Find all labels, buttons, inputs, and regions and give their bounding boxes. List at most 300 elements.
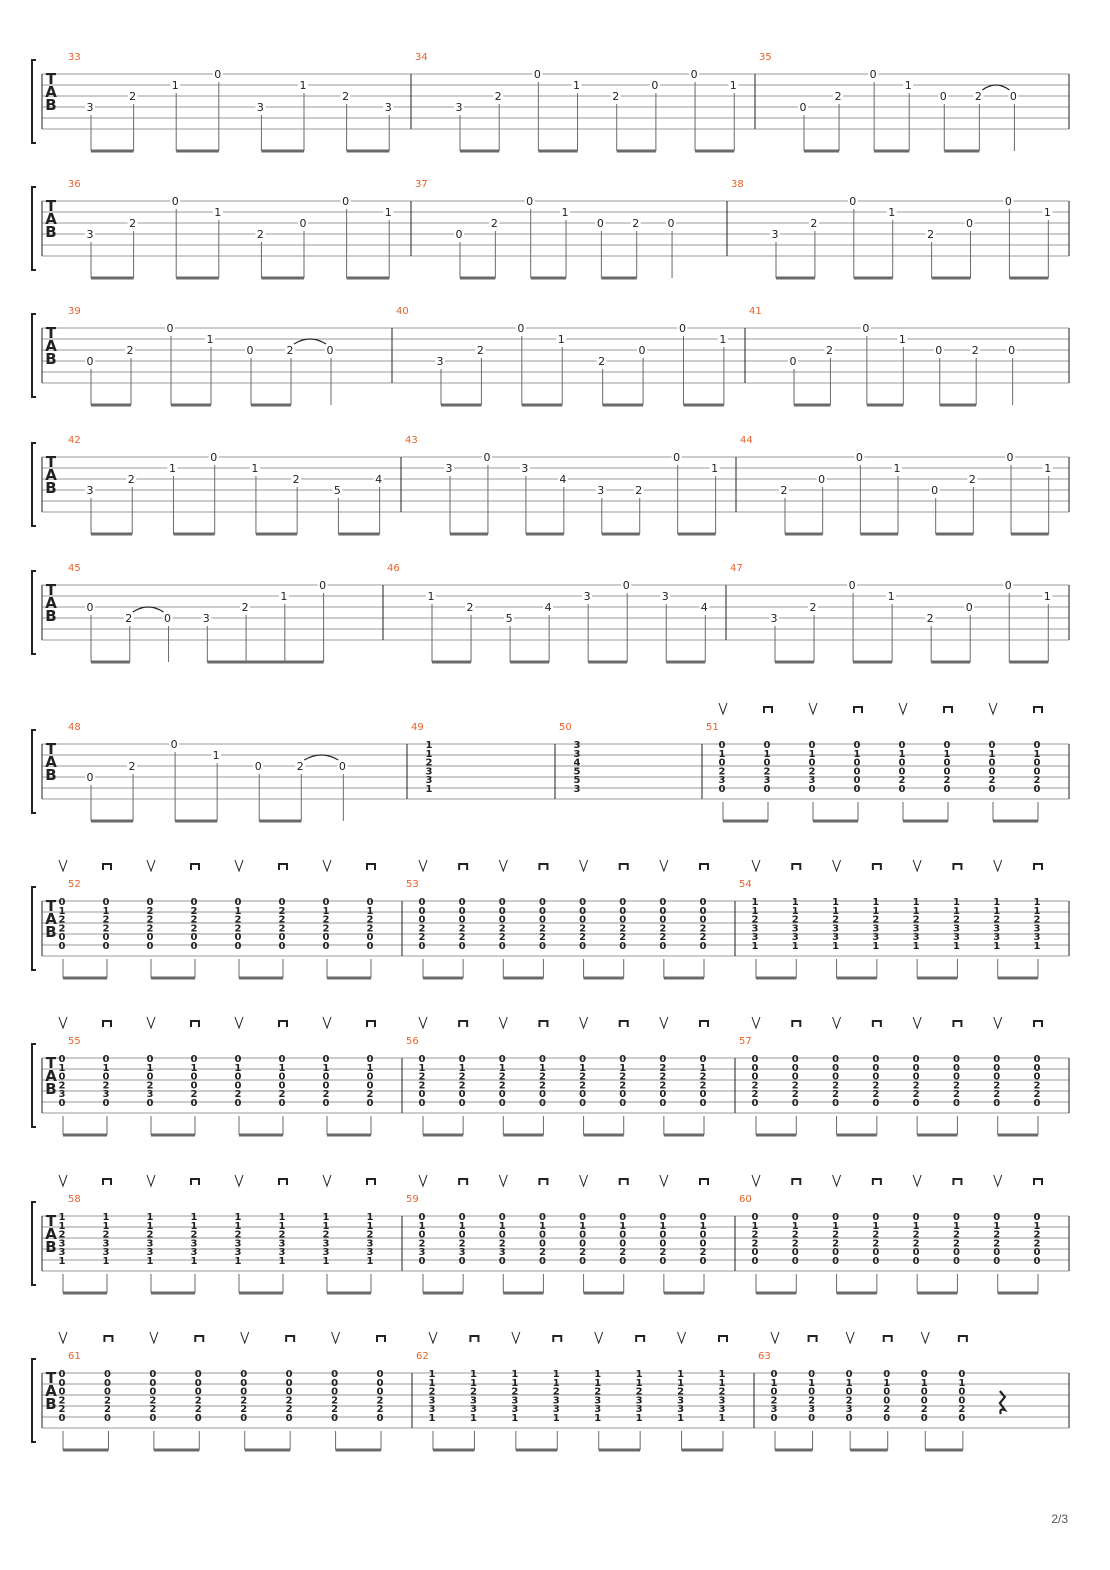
chord-fret-number: 0: [58, 1386, 66, 1398]
chord-fret-number: 0: [146, 1054, 154, 1065]
chord-fret-number: 0: [1033, 757, 1041, 769]
chord-fret-number: 2: [1033, 1089, 1041, 1101]
chord-fret-number: 2: [872, 1238, 880, 1250]
upstroke-mark: [913, 1017, 921, 1028]
chord-fret-number: 0: [699, 1238, 707, 1250]
chord-fret-number: 0: [699, 897, 707, 908]
chord-fret-number: 0: [832, 1071, 840, 1083]
fret-number: 5: [505, 612, 513, 625]
upstroke-mark: [719, 703, 727, 714]
tab-clef-letter: B: [45, 607, 57, 625]
chord-fret-number: 3: [234, 1238, 242, 1250]
chord-fret-number: 2: [458, 932, 466, 944]
chord-fret-number: 0: [538, 1229, 546, 1241]
chord-fret-number: 3: [278, 1238, 286, 1250]
chord-fret-number: 0: [458, 914, 466, 926]
chord-fret-number: 0: [278, 897, 286, 908]
chord-fret-number: 0: [538, 1238, 546, 1250]
chord-fret-number: 1: [469, 1377, 477, 1389]
chord-fret-number: 0: [751, 1247, 759, 1259]
upstroke-mark: [235, 860, 243, 871]
downstroke-mark: [959, 1336, 967, 1342]
chord-fret-number: 2: [58, 1080, 66, 1092]
downstroke-mark: [620, 1179, 628, 1185]
chord-fret-number: 0: [278, 941, 286, 952]
chord-fret-number: 1: [718, 1369, 726, 1380]
downstroke-mark: [1034, 1179, 1042, 1185]
chord-fret-number: 0: [366, 1071, 374, 1083]
chord-fret-number: 1: [898, 748, 906, 760]
chord-fret-number: 2: [498, 1080, 506, 1092]
chord-fret-number: 3: [791, 932, 799, 944]
fret-number: 3: [661, 590, 669, 603]
fret-number: 1: [893, 462, 901, 475]
chord-fret-number: 0: [619, 1256, 627, 1267]
chord-fret-number: 0: [718, 757, 726, 769]
downstroke-mark: [636, 1336, 644, 1342]
chord-fret-number: 0: [751, 1098, 759, 1109]
chord-fret-number: 0: [845, 1386, 853, 1398]
fret-number: 0: [533, 68, 541, 81]
system-bracket: [32, 887, 36, 970]
chord-fret-number: 0: [498, 941, 506, 952]
fret-number: 1: [171, 79, 179, 92]
upstroke-mark: [994, 860, 1002, 871]
chord-fret-number: 1: [58, 905, 66, 917]
chord-fret-number: 0: [993, 1247, 1001, 1259]
chord-fret-number: 1: [322, 1062, 330, 1074]
chord-fret-number: 0: [912, 1054, 920, 1065]
chord-fret-number: 0: [993, 1071, 1001, 1083]
chord-fret-number: 0: [285, 1413, 293, 1424]
chord-fret-number: 1: [322, 1256, 330, 1267]
measure-number: 47: [730, 563, 743, 574]
chord-fret-number: 3: [102, 1247, 110, 1259]
chord-fret-number: 0: [791, 1071, 799, 1083]
chord-fret-number: 0: [659, 897, 667, 908]
chord-fret-number: 0: [418, 1256, 426, 1267]
chord-fret-number: 0: [791, 1256, 799, 1267]
measure-number: 38: [731, 179, 744, 190]
system-bracket: [32, 443, 36, 526]
tab-clef-letter: B: [45, 766, 57, 784]
chord-fret-number: 0: [832, 1062, 840, 1074]
chord-fret-number: 1: [498, 1220, 506, 1232]
chord-fret-number: 0: [190, 1071, 198, 1083]
fret-number: 0: [526, 195, 534, 208]
chord-fret-number: 3: [993, 923, 1001, 935]
chord-fret-number: 1: [808, 748, 816, 760]
tab-clef-letter: A: [45, 753, 57, 771]
chord-fret-number: 0: [1033, 1256, 1041, 1267]
chord-fret-number: 1: [770, 1377, 778, 1389]
fret-number: 2: [256, 228, 264, 241]
chord-fret-number: 3: [594, 1404, 602, 1416]
chord-fret-number: 1: [872, 905, 880, 917]
chord-fret-number: 2: [376, 1404, 384, 1416]
chord-fret-number: 5: [573, 766, 581, 778]
fret-number: 0: [855, 451, 863, 464]
chord-fret-number: 3: [808, 1404, 816, 1416]
chord-fret-number: 0: [234, 932, 242, 944]
chord-fret-number: 3: [845, 1404, 853, 1416]
fret-number: 2: [241, 601, 249, 614]
chord-fret-number: 2: [376, 1395, 384, 1407]
chord-fret-number: 1: [872, 1220, 880, 1232]
chord-fret-number: 0: [418, 941, 426, 952]
chord-fret-number: 0: [619, 1098, 627, 1109]
chord-fret-number: 0: [898, 757, 906, 769]
upstroke-mark: [752, 860, 760, 871]
chord-fret-number: 2: [149, 1395, 157, 1407]
fret-number: 0: [966, 217, 974, 230]
chord-fret-number: 0: [579, 941, 587, 952]
chord-fret-number: 1: [912, 1220, 920, 1232]
chord-fret-number: 0: [579, 914, 587, 926]
chord-fret-number: 3: [993, 932, 1001, 944]
chord-fret-number: 2: [190, 923, 198, 935]
chord-fret-number: 0: [234, 897, 242, 908]
tab-clef-letter: B: [45, 923, 57, 941]
system-bracket: [32, 314, 36, 397]
downstroke-mark: [873, 1179, 881, 1185]
chord-fret-number: 1: [751, 897, 759, 908]
fret-number: 3: [202, 612, 210, 625]
upstroke-mark: [323, 1017, 331, 1028]
chord-fret-number: 0: [366, 897, 374, 908]
fret-number: 2: [129, 90, 137, 103]
tab-clef-letter: A: [45, 83, 57, 101]
chord-fret-number: 2: [278, 905, 286, 917]
upstroke-mark: [429, 1332, 437, 1343]
chord-fret-number: 2: [952, 914, 960, 926]
chord-fret-number: 2: [146, 914, 154, 926]
downstroke-mark: [792, 1179, 800, 1185]
chord-fret-number: 0: [366, 932, 374, 944]
chord-fret-number: 0: [366, 941, 374, 952]
chord-fret-number: 0: [458, 1089, 466, 1101]
chord-fret-number: 0: [659, 1212, 667, 1223]
fret-number: 0: [170, 738, 178, 751]
chord-fret-number: 0: [285, 1386, 293, 1398]
fret-number: 1: [251, 462, 259, 475]
chord-fret-number: 1: [677, 1413, 685, 1424]
downstroke-mark: [377, 1336, 385, 1342]
chord-fret-number: 1: [146, 1256, 154, 1267]
chord-fret-number: 0: [853, 740, 861, 751]
chord-fret-number: 0: [366, 1080, 374, 1092]
chord-fret-number: 0: [58, 932, 66, 944]
fret-number: 0: [483, 451, 491, 464]
chord-fret-number: 2: [579, 923, 587, 935]
chord-fret-number: 0: [58, 1413, 66, 1424]
chord-fret-number: 0: [751, 1054, 759, 1065]
measure-number: 37: [415, 179, 428, 190]
chord-fret-number: 3: [912, 923, 920, 935]
fret-number: 0: [965, 601, 973, 614]
chord-fret-number: 0: [579, 1238, 587, 1250]
chord-fret-number: 2: [699, 1080, 707, 1092]
chord-fret-number: 0: [146, 1098, 154, 1109]
chord-fret-number: 3: [552, 1404, 560, 1416]
chord-fret-number: 2: [240, 1404, 248, 1416]
fret-number: 0: [164, 612, 172, 625]
upstroke-mark: [150, 1332, 158, 1343]
upstroke-mark: [833, 860, 841, 871]
tab-clef-letter: B: [45, 479, 57, 497]
fret-number: 2: [780, 484, 788, 497]
chord-fret-number: 1: [594, 1377, 602, 1389]
fret-number: 0: [789, 355, 797, 368]
chord-fret-number: 1: [579, 1220, 587, 1232]
upstroke-mark: [913, 860, 921, 871]
chord-fret-number: 2: [278, 923, 286, 935]
chord-fret-number: 2: [912, 914, 920, 926]
fret-number: 3: [583, 590, 591, 603]
chord-fret-number: 2: [988, 775, 996, 787]
chord-fret-number: 1: [366, 1212, 374, 1223]
chord-fret-number: 2: [619, 1247, 627, 1259]
fret-number: 3: [455, 101, 463, 114]
chord-fret-number: 2: [763, 766, 771, 778]
chord-fret-number: 0: [920, 1413, 928, 1424]
fret-number: 0: [1004, 195, 1012, 208]
chord-fret-number: 1: [322, 1212, 330, 1223]
chord-fret-number: 0: [146, 897, 154, 908]
chord-fret-number: 0: [58, 1054, 66, 1065]
chord-fret-number: 0: [699, 914, 707, 926]
chord-fret-number: 2: [808, 766, 816, 778]
upstroke-mark: [580, 860, 588, 871]
upstroke-mark: [833, 1017, 841, 1028]
chord-fret-number: 1: [366, 1220, 374, 1232]
measure-number: 44: [740, 435, 753, 446]
chord-fret-number: 0: [240, 1377, 248, 1389]
chord-fret-number: 1: [912, 905, 920, 917]
chord-fret-number: 3: [770, 1404, 778, 1416]
chord-fret-number: 0: [952, 1256, 960, 1267]
tab-clef-letter: A: [45, 210, 57, 228]
chord-fret-number: 2: [1033, 914, 1041, 926]
chord-fret-number: 0: [376, 1386, 384, 1398]
chord-fret-number: 0: [872, 1054, 880, 1065]
measure-number: 53: [406, 879, 419, 890]
chord-fret-number: 1: [278, 1220, 286, 1232]
downstroke-mark: [953, 864, 961, 870]
chord-fret-number: 1: [751, 941, 759, 952]
chord-fret-number: 0: [659, 905, 667, 917]
chord-fret-number: 0: [376, 1369, 384, 1380]
chord-fret-number: 2: [832, 1080, 840, 1092]
chord-fret-number: 1: [458, 1062, 466, 1074]
fret-number: 2: [342, 90, 350, 103]
chord-fret-number: 0: [993, 1054, 1001, 1065]
fret-number: 4: [559, 473, 567, 486]
chord-fret-number: 2: [751, 914, 759, 926]
chord-fret-number: 2: [418, 1080, 426, 1092]
measure-number: 35: [759, 52, 772, 63]
chord-fret-number: 1: [58, 1256, 66, 1267]
chord-fret-number: 1: [619, 1062, 627, 1074]
chord-fret-number: 0: [579, 1098, 587, 1109]
fret-number: 2: [635, 484, 643, 497]
chord-fret-number: 1: [763, 748, 771, 760]
fret-number: 1: [212, 749, 220, 762]
tab-clef-letter: T: [45, 1212, 57, 1230]
chord-fret-number: 0: [659, 1089, 667, 1101]
chord-fret-number: 2: [872, 1080, 880, 1092]
chord-fret-number: 2: [659, 1071, 667, 1083]
chord-fret-number: 2: [278, 1089, 286, 1101]
chord-fret-number: 0: [538, 1212, 546, 1223]
chord-fret-number: 2: [190, 1089, 198, 1101]
chord-fret-number: 1: [428, 1413, 436, 1424]
chord-fret-number: 2: [194, 1404, 202, 1416]
chord-fret-number: 3: [832, 932, 840, 944]
fret-number: 0: [1004, 579, 1012, 592]
chord-fret-number: 0: [808, 740, 816, 751]
system-bracket: [32, 730, 36, 813]
fret-number: 4: [700, 601, 708, 614]
downstroke-mark: [873, 864, 881, 870]
chord-fret-number: 2: [993, 1229, 1001, 1241]
tab-clef-letter: T: [45, 324, 57, 342]
system-bracket: [32, 1044, 36, 1127]
chord-fret-number: 0: [579, 1054, 587, 1065]
chord-fret-number: 2: [751, 1080, 759, 1092]
downstroke-mark: [191, 864, 199, 870]
fret-number: 1: [904, 79, 912, 92]
fret-number: 2: [292, 473, 300, 486]
chord-fret-number: 0: [322, 1080, 330, 1092]
upstroke-mark: [752, 1175, 760, 1186]
chord-fret-number: 2: [1033, 775, 1041, 787]
chord-fret-number: 0: [791, 1212, 799, 1223]
fret-number: 0: [86, 771, 94, 784]
chord-fret-number: 1: [677, 1369, 685, 1380]
chord-fret-number: 0: [619, 905, 627, 917]
chord-fret-number: 1: [552, 1369, 560, 1380]
chord-fret-number: 0: [619, 1054, 627, 1065]
upstroke-mark: [660, 1017, 668, 1028]
chord-fret-number: 0: [808, 784, 816, 795]
downstroke-mark: [459, 1179, 467, 1185]
chord-fret-number: 2: [103, 1395, 111, 1407]
chord-fret-number: 3: [366, 1247, 374, 1259]
chord-fret-number: 0: [883, 1386, 891, 1398]
chord-fret-number: 0: [920, 1386, 928, 1398]
chord-fret-number: 1: [278, 1256, 286, 1267]
chord-fret-number: 0: [958, 1413, 966, 1424]
chord-fret-number: 1: [469, 1369, 477, 1380]
fret-number: 0: [622, 579, 630, 592]
chord-fret-number: 0: [699, 905, 707, 917]
chord-fret-number: 2: [190, 1229, 198, 1241]
chord-fret-number: 2: [102, 1080, 110, 1092]
chord-fret-number: 0: [103, 1386, 111, 1398]
upstroke-mark: [913, 1175, 921, 1186]
chord-fret-number: 1: [832, 897, 840, 908]
chord-fret-number: 2: [498, 932, 506, 944]
measure-number: 54: [739, 879, 752, 890]
chord-fret-number: 0: [149, 1377, 157, 1389]
chord-fret-number: 0: [898, 740, 906, 751]
measure-number: 55: [68, 1036, 81, 1047]
tab-clef-letter: B: [45, 1080, 57, 1098]
tab-clef-letter: B: [45, 223, 57, 241]
downstroke-mark: [809, 1336, 817, 1342]
downstroke-mark: [553, 1336, 561, 1342]
chord-fret-number: 2: [366, 1089, 374, 1101]
chord-fret-number: 0: [619, 1238, 627, 1250]
chord-fret-number: 0: [751, 1062, 759, 1074]
chord-fret-number: 0: [458, 941, 466, 952]
fret-number: 1: [214, 206, 222, 219]
chord-fret-number: 2: [898, 775, 906, 787]
downstroke-mark: [459, 1021, 467, 1027]
fret-number: 0: [1009, 90, 1017, 103]
chord-fret-number: 1: [952, 905, 960, 917]
chord-fret-number: 3: [425, 766, 433, 778]
chord-fret-number: 0: [872, 1071, 880, 1083]
downstroke-mark: [620, 1021, 628, 1027]
chord-fret-number: 2: [538, 923, 546, 935]
chord-fret-number: 1: [234, 905, 242, 917]
chord-fret-number: 0: [993, 1256, 1001, 1267]
tab-clef-letter: A: [45, 1067, 57, 1085]
chord-fret-number: 0: [149, 1413, 157, 1424]
chord-fret-number: 1: [845, 1377, 853, 1389]
chord-fret-number: 0: [699, 1089, 707, 1101]
chord-fret-number: 2: [146, 1080, 154, 1092]
chord-fret-number: 1: [322, 1220, 330, 1232]
fret-number: 0: [319, 579, 327, 592]
chord-fret-number: 0: [872, 1212, 880, 1223]
chord-fret-number: 0: [58, 1098, 66, 1109]
fret-number: 2: [927, 228, 935, 241]
upstroke-mark: [994, 1175, 1002, 1186]
downstroke-mark: [719, 1336, 727, 1342]
fret-number: 0: [299, 217, 307, 230]
chord-fret-number: 2: [579, 932, 587, 944]
fret-number: 0: [931, 484, 939, 497]
downstroke-mark: [459, 864, 467, 870]
chord-fret-number: 1: [872, 897, 880, 908]
chord-fret-number: 0: [659, 1238, 667, 1250]
chord-fret-number: 2: [240, 1395, 248, 1407]
chord-fret-number: 3: [751, 932, 759, 944]
fret-number: 1: [168, 462, 176, 475]
chord-fret-number: 2: [428, 1386, 436, 1398]
chord-fret-number: 1: [469, 1413, 477, 1424]
chord-fret-number: 1: [699, 1062, 707, 1074]
chord-fret-number: 3: [428, 1395, 436, 1407]
fret-number: 2: [126, 344, 134, 357]
downstroke-mark: [792, 1021, 800, 1027]
chord-fret-number: 0: [988, 740, 996, 751]
upstroke-mark: [59, 1017, 67, 1028]
chord-fret-number: 1: [853, 748, 861, 760]
chord-fret-number: 0: [58, 941, 66, 952]
chord-fret-number: 2: [912, 1229, 920, 1241]
fret-number: 0: [690, 68, 698, 81]
downstroke-mark: [1034, 707, 1042, 713]
fret-number: 3: [86, 484, 94, 497]
chord-fret-number: 2: [366, 914, 374, 926]
chord-fret-number: 2: [418, 1238, 426, 1250]
chord-fret-number: 2: [322, 923, 330, 935]
chord-fret-number: 0: [366, 1054, 374, 1065]
